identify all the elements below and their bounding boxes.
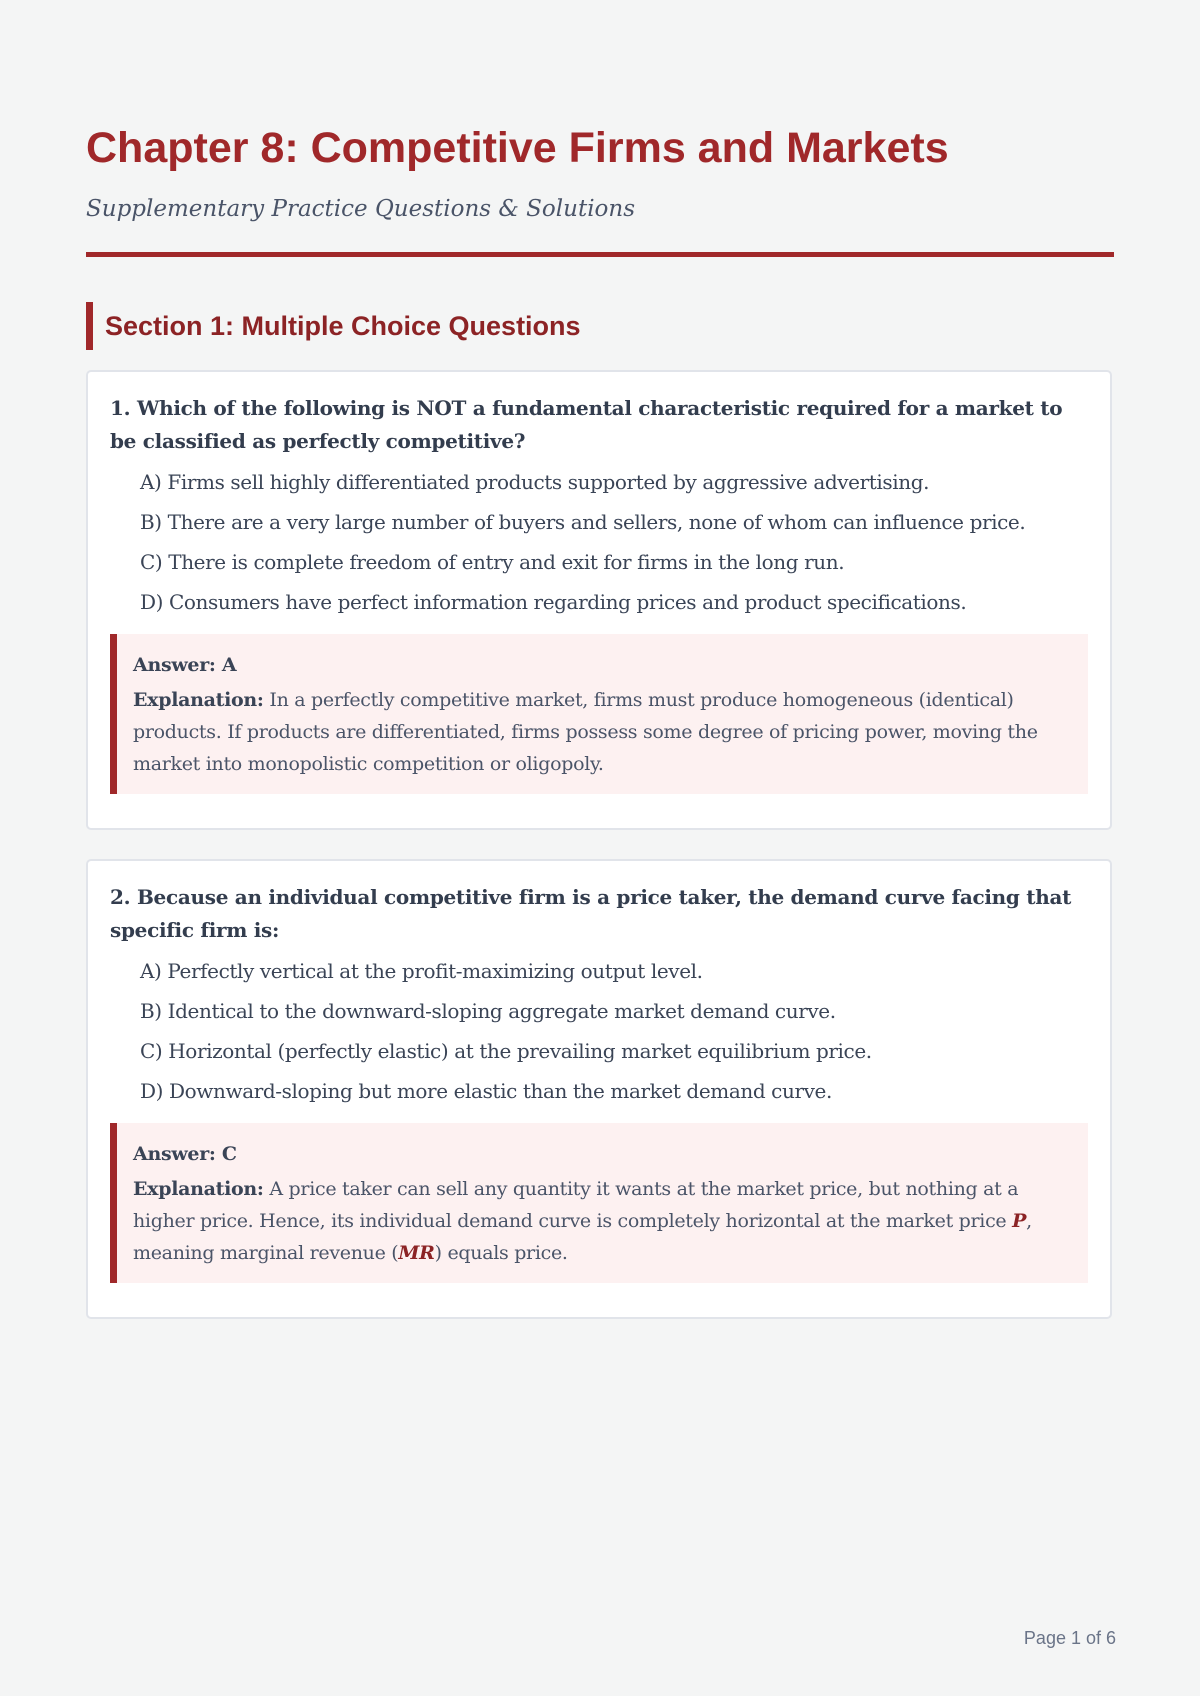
question-card-2 [86,859,1112,1319]
question-card-1 [86,370,1112,830]
chapter-subtitle: Supplementary Practice Questions & Solutions [86,196,636,222]
answer-label: Answer: A [133,654,237,676]
option-d: D) Downward-sloping but more elastic than the market demand curve. [140,1079,832,1103]
title-divider [86,252,1114,257]
option-d: D) Consumers have perfect information regarding prices and product specifications. [140,590,967,614]
math-price-symbol: P [1012,1210,1027,1232]
option-c: C) There is complete freedom of entry and exit for firms in the long run. [140,550,845,574]
explanation-body-3: ) equals price. [434,1242,568,1264]
option-a: A) Perfectly vertical at the profit-maximizing output level. [140,959,703,983]
question-text: 1. Which of the following is NOT a fundamental characteristic required for a market to be classified as perfectly competitive? [110,396,1063,453]
option-b: B) There are a very large number of buyers and sellers, none of whom can influence price. [140,510,1026,534]
explanation-body-2: , meaning marginal revenue ( [133,1210,1032,1264]
math-mr-symbol: MR [398,1242,435,1264]
chapter-title: Chapter 8: Competitive Firms and Markets [86,124,949,172]
option-a: A) Firms sell highly differentiated products supported by aggressive advertising. [140,470,930,494]
explanation-text [133,684,1070,780]
option-b: B) Identical to the downward-sloping aggregate market demand curve. [140,999,836,1023]
explanation-label: Explanation: [133,689,264,711]
answer-label: Answer: C [133,1143,237,1165]
explanation-text [133,1173,1070,1269]
answer-box [110,634,1088,794]
explanation-body: In a perfectly competitive market, firms must produce homogeneous (identical) products. If products are differentiated, firms possess some degree of pricing power, moving the market into monopolistic competition or oligopoly. [133,689,1038,775]
option-c: C) Horizontal (perfectly elastic) at the prevailing market equilibrium price. [140,1039,872,1063]
page-number: Page 1 of 6 [1023,1628,1116,1648]
section-heading: Section 1: Multiple Choice Questions [86,302,581,350]
explanation-body-1: A price taker can sell any quantity it wants at the market price, but nothing at a higher price. Hence, its individual demand curve is completely horizontal at the market price [133,1178,1019,1232]
explanation-label: Explanation: [133,1178,264,1200]
question-text: 2. Because an individual competitive firm is a price taker, the demand curve facing that specific firm is: [110,885,1072,942]
answer-box [110,1123,1088,1283]
